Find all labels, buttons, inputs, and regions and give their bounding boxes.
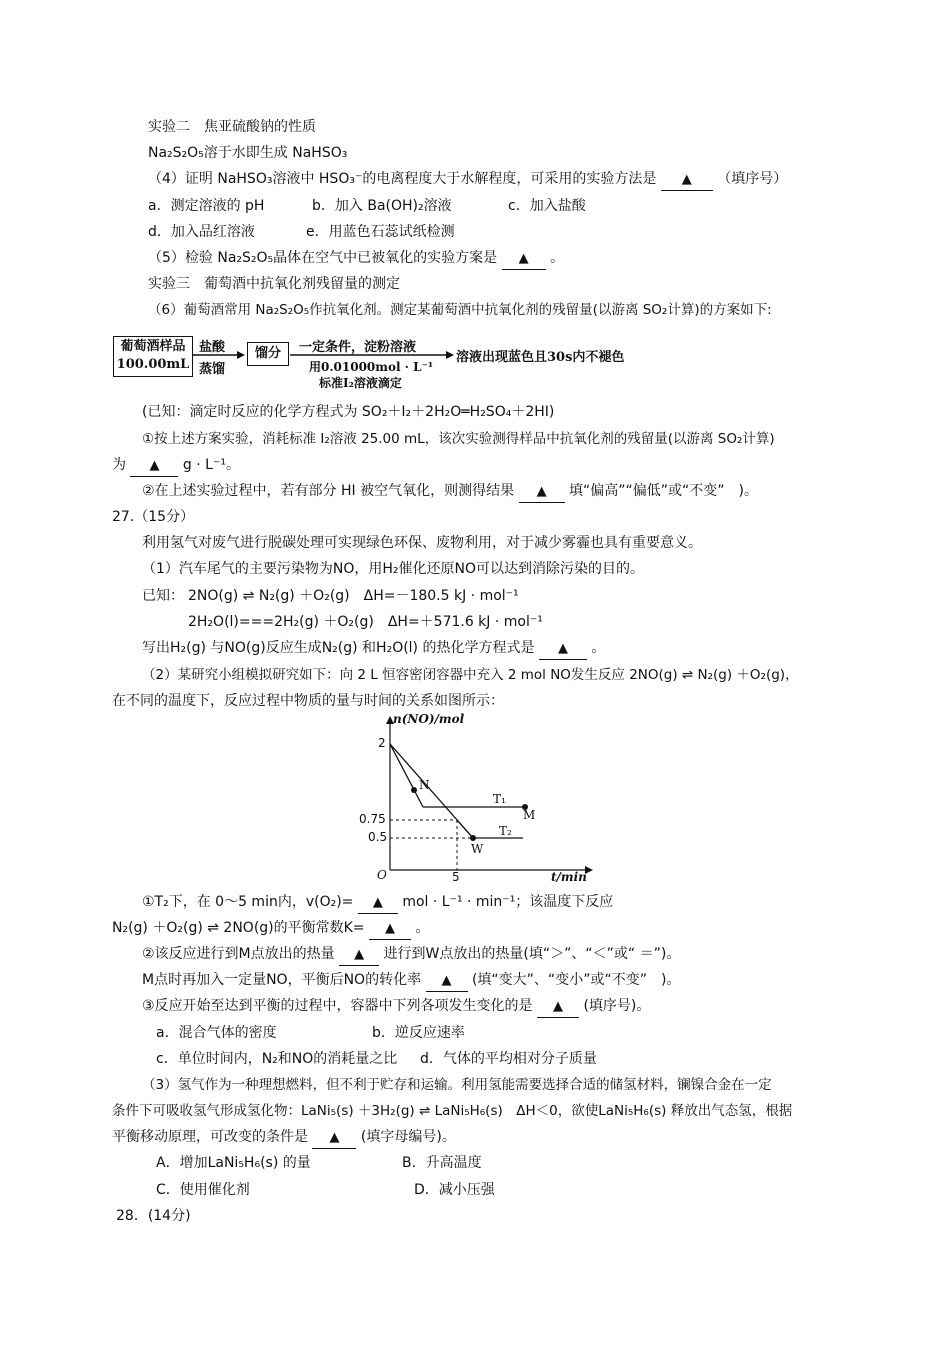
q27-option-B: B．升高温度	[402, 1155, 482, 1171]
flow-acid-label: 盐酸	[199, 340, 226, 355]
answer-blank[interactable]: ▲	[358, 892, 398, 914]
graph-point-m: M	[523, 808, 536, 822]
nno-time-graph	[355, 712, 595, 887]
flow-fraction-box: 馏分	[247, 342, 289, 366]
known-equation: (已知：滴定时反应的化学方程式为 SO₂＋I₂＋2H₂O═H₂SO₄＋2HI)	[142, 404, 555, 420]
q27-title: 27.（15分）	[112, 509, 195, 525]
q27-part1: （1）汽车尾气的主要污染物为NO，用H₂催化还原NO可以达到消除污染的目的。	[142, 561, 645, 577]
graph-xlabel: t/min	[551, 870, 587, 884]
flow-endpoint: 溶液出现蓝色且30s内不褪色	[456, 350, 625, 365]
q4-option-a: a．测定溶液的 pH	[148, 198, 265, 214]
answer-blank[interactable]: ▲	[539, 638, 587, 660]
flow-titrant-2: 标准I₂溶液滴定	[319, 376, 402, 390]
exp3-title: 实验三 葡萄酒中抗氧化剂残留量的测定	[148, 276, 400, 292]
q27-part2-b: 在不同的温度下，反应过程中物质的量与时间的关系如图所示：	[112, 693, 504, 709]
q27-2-1-line-b: N₂(g) ＋O₂(g) ⇌ 2NO(g)的平衡常数K= ▲ 。	[112, 918, 429, 940]
q6-1-line-b: 为 ▲ g · L⁻¹。	[112, 455, 240, 477]
answer-blank[interactable]: ▲	[369, 918, 411, 940]
q27-part3-b: 条件下可吸收氢气形成氢化物：LaNi₅(s) ＋3H₂(g) ⇌ LaNi₅H₆(s) ΔH＜0，欲使LaNi₅H₆(s) 释放出气态氢，根据	[112, 1103, 793, 1119]
graph-origin: O	[377, 868, 387, 882]
answer-blank[interactable]: ▲	[502, 248, 546, 270]
flow-diagram	[113, 330, 653, 396]
q28-title: 28．(14分)	[116, 1208, 191, 1224]
q4-option-d: d．加入品红溶液	[148, 224, 255, 240]
q27-part3-a: （3）氢气作为一种理想燃料，但不利于贮存和运输。利用氢能需要选择合适的储氢材料，镧镍合金在一定	[142, 1077, 772, 1093]
q27-option-A: A．增加LaNi₅H₆(s) 的量	[156, 1155, 311, 1171]
q27-option-d: d．气体的平均相对分子质量	[420, 1051, 597, 1067]
q27-eq1: 2NO(g) ⇌ N₂(g) ＋O₂(g) ΔH=－180.5 kJ · mol⁻¹	[188, 588, 519, 604]
graph-plot	[355, 712, 595, 887]
q27-option-c: c．单位时间内，N₂和NO的消耗量之比	[156, 1051, 398, 1067]
q27-option-C: C．使用催化剂	[156, 1182, 250, 1198]
answer-blank[interactable]: ▲	[130, 455, 178, 477]
q4-line: （4）证明 NaHSO₃溶液中 HSO₃⁻的电离程度大于水解程度，可采用的实验方法是 ▲ （填序号）	[148, 169, 787, 191]
q27-2-2-line-a: ②该反应进行到M点放出的热量 ▲ 进行到W点放出的热量(填“＞”、“＜”或“ ＝”)。	[142, 944, 680, 966]
graph-ytick-2: 2	[378, 736, 386, 750]
flow-titrant: 用0.01000mol · L⁻¹	[309, 360, 434, 374]
q27-2-3-line: ③反应开始至达到平衡的过程中，容器中下列各项发生变化的是 ▲ (填序号)。	[142, 996, 650, 1018]
exp2-fact: Na₂S₂O₅溶于水即生成 NaHSO₃	[148, 145, 348, 161]
graph-label-t2: T₂	[499, 824, 512, 838]
q27-2-2-line-b: M点时再加入一定量NO，平衡后NO的转化率 ▲ (填“变大”、“变小”或“不变” )。	[142, 970, 680, 992]
q6-line: （6）葡萄酒常用 Na₂S₂O₅作抗氧化剂。测定某葡萄酒中抗氧化剂的残留量(以游离 SO₂计算)的方案如下:	[148, 302, 772, 318]
q5-line: （5）检验 Na₂S₂O₅晶体在空气中已被氧化的实验方案是 ▲ 。	[148, 248, 564, 270]
q4-option-b: b．加入 Ba(OH)₂溶液	[312, 198, 452, 214]
answer-blank[interactable]: ▲	[339, 944, 379, 966]
q27-option-b: b．逆反应速率	[372, 1025, 465, 1041]
answer-blank[interactable]: ▲	[661, 169, 713, 191]
graph-ytick-05: 0.5	[368, 830, 388, 844]
graph-label-t1: T₁	[493, 792, 506, 806]
q27-known-label: 已知：	[142, 588, 184, 604]
exp2-title: 实验二 焦亚硫酸钠的性质	[148, 119, 316, 135]
q4-option-e: e．用蓝色石蕊试纸检测	[306, 224, 455, 240]
flow-distill-label: 蒸馏	[199, 362, 226, 377]
q6-1-line-a: ①按上述方案实验，消耗标准 I₂溶液 25.00 mL，该次实验测得样品中抗氧化剂的残留量(以游离 SO₂计算)	[142, 431, 775, 447]
q27-option-a: a．混合气体的密度	[156, 1025, 277, 1041]
answer-blank[interactable]: ▲	[537, 996, 579, 1018]
graph-point-w: W	[471, 842, 484, 856]
q27-part2-a: （2）某研究小组模拟研究如下：向 2 L 恒容密闭容器中充入 2 mol NO发生反应 2NO(g) ⇌ N₂(g) ＋O₂(g)，	[142, 667, 799, 683]
q6-2-line: ②在上述实验过程中，若有部分 HI 被空气氧化，则测得结果 ▲ 填“偏高”“偏低”或“不变” )。	[142, 481, 758, 503]
q27-2-1-line-a: ①T₂下，在 0～5 min内，v(O₂)= ▲ mol · L⁻¹ · min⁻¹；该温度下反应	[142, 892, 613, 914]
answer-blank[interactable]: ▲	[519, 481, 565, 503]
graph-ylabel: n(NO)/mol	[393, 712, 465, 726]
q27-eq2: 2H₂O(l)===2H₂(g) ＋O₂(g) ΔH=＋571.6 kJ · mol⁻¹	[188, 614, 543, 630]
answer-blank[interactable]: ▲	[426, 970, 468, 992]
q27-part1-question: 写出H₂(g) 与NO(g)反应生成N₂(g) 和H₂O(l) 的热化学方程式是 ▲ 。	[142, 638, 605, 660]
flow-condition: 一定条件，淀粉溶液	[299, 340, 417, 355]
q27-option-D: D．减小压强	[414, 1182, 495, 1198]
q27-part3-c: 平衡移动原理，可改变的条件是 ▲ (填字母编号)。	[112, 1127, 456, 1149]
q27-intro: 利用氢气对废气进行脱碳处理可实现绿色环保、废物利用，对于减少雾霾也具有重要意义。	[142, 535, 702, 551]
graph-ytick-075: 0.75	[359, 812, 386, 826]
graph-xtick-5: 5	[452, 870, 460, 884]
flow-sample-box: 葡萄酒样品 100.00mL	[113, 336, 193, 377]
graph-point-n: N	[419, 778, 430, 792]
answer-blank[interactable]: ▲	[312, 1127, 356, 1149]
q4-option-c: c．加入盐酸	[508, 198, 586, 214]
